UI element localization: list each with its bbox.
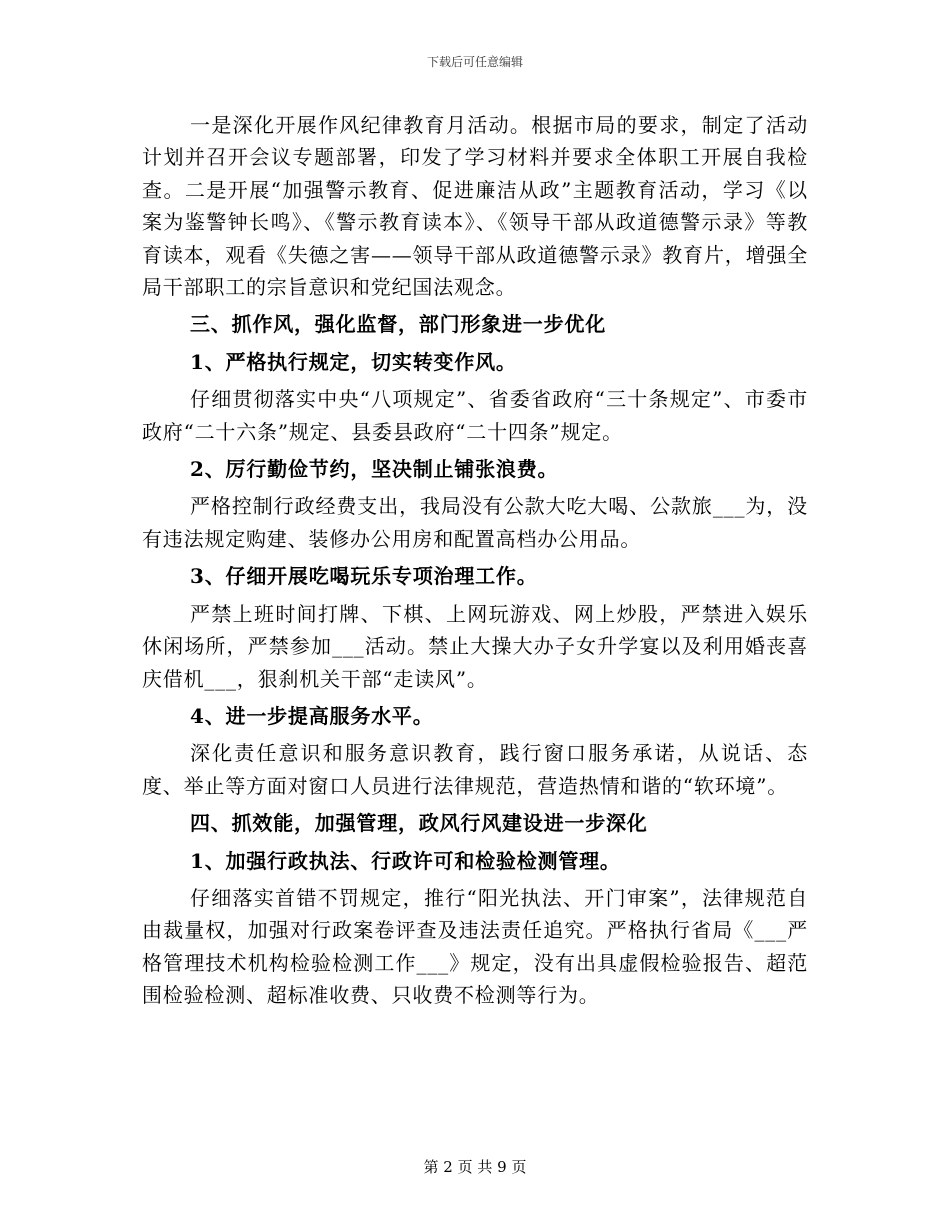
page-number: 第 2 页 共 9 页 xyxy=(423,1158,527,1176)
paragraph-education-month: 一是深化开展作风纪律教育月活动。根据市局的要求，制定了活动计划并召开会议专题部署，印发了学习材料并要求全体职工开展自我检查。二是开展“加强警示教育、促进廉洁从政”主题教育活动，学习《以案为鉴警钟长鸣》、《警示教育读本》、《领导干部从政道德警示录》等教育读本，观看《失德之害——领导干部从政道德警示录》教育片，增强全局干部职工的宗旨意识和党纪国法观念。 xyxy=(142,113,808,300)
document-body xyxy=(142,109,808,1017)
subheading-3-3: 3、仔细开展吃喝玩乐专项治理工作。 xyxy=(190,564,538,589)
subheading-4-1: 1、加强行政执法、行政许可和检验检测管理。 xyxy=(190,848,621,873)
paragraph-service: 深化责任意识和服务意识教育，践行窗口服务承诺，从说话、态度、举止等方面对窗口人员进行法律规范，营造热情和谐的“软环境”。 xyxy=(142,741,808,798)
paragraph-regulations: 仔细贯彻落实中央“八项规定”、省委省政府“三十条规定”、市委市政府“二十六条”规定、县委县政府“二十四条”规定。 xyxy=(142,387,808,444)
section-heading-4: 四、抓效能，加强管理，政风行风建设进一步深化 xyxy=(190,811,648,836)
subheading-3-2: 2、厉行勤俭节约，坚决制止铺张浪费。 xyxy=(190,457,559,482)
subheading-3-4: 4、进一步提高服务水平。 xyxy=(190,703,434,728)
paragraph-enforcement: 仔细落实首错不罚规定，推行“阳光执法、开门审案”，法律规范自由裁量权，加强对行政案卷评查及违法责任追究。严格执行省局《___严格管理技术机构检验检测工作___》规定，没有出具虚假检验报告、超范围检验检测、超标准收费、只收费不检测等行为。 xyxy=(142,885,808,1008)
page-header: 下载后可任意编辑 xyxy=(426,55,523,69)
paragraph-expenses: 严格控制行政经费支出，我局没有公款大吃大喝、公款旅___为，没有违法规定购建、装修办公用房和配置高档办公用品。 xyxy=(142,494,808,551)
paragraph-entertainment: 严禁上班时间打牌、下棋、上网玩游戏、网上炒股，严禁进入娱乐休闲场所，严禁参加___活动。禁止大操大办子女升学宴以及利用婚丧喜庆借机___，狠刹机关干部“走读风”。 xyxy=(142,601,808,691)
subheading-3-1: 1、严格执行规定，切实转变作风。 xyxy=(190,349,517,374)
section-heading-3: 三、抓作风，强化监督，部门形象进一步优化 xyxy=(190,312,606,337)
